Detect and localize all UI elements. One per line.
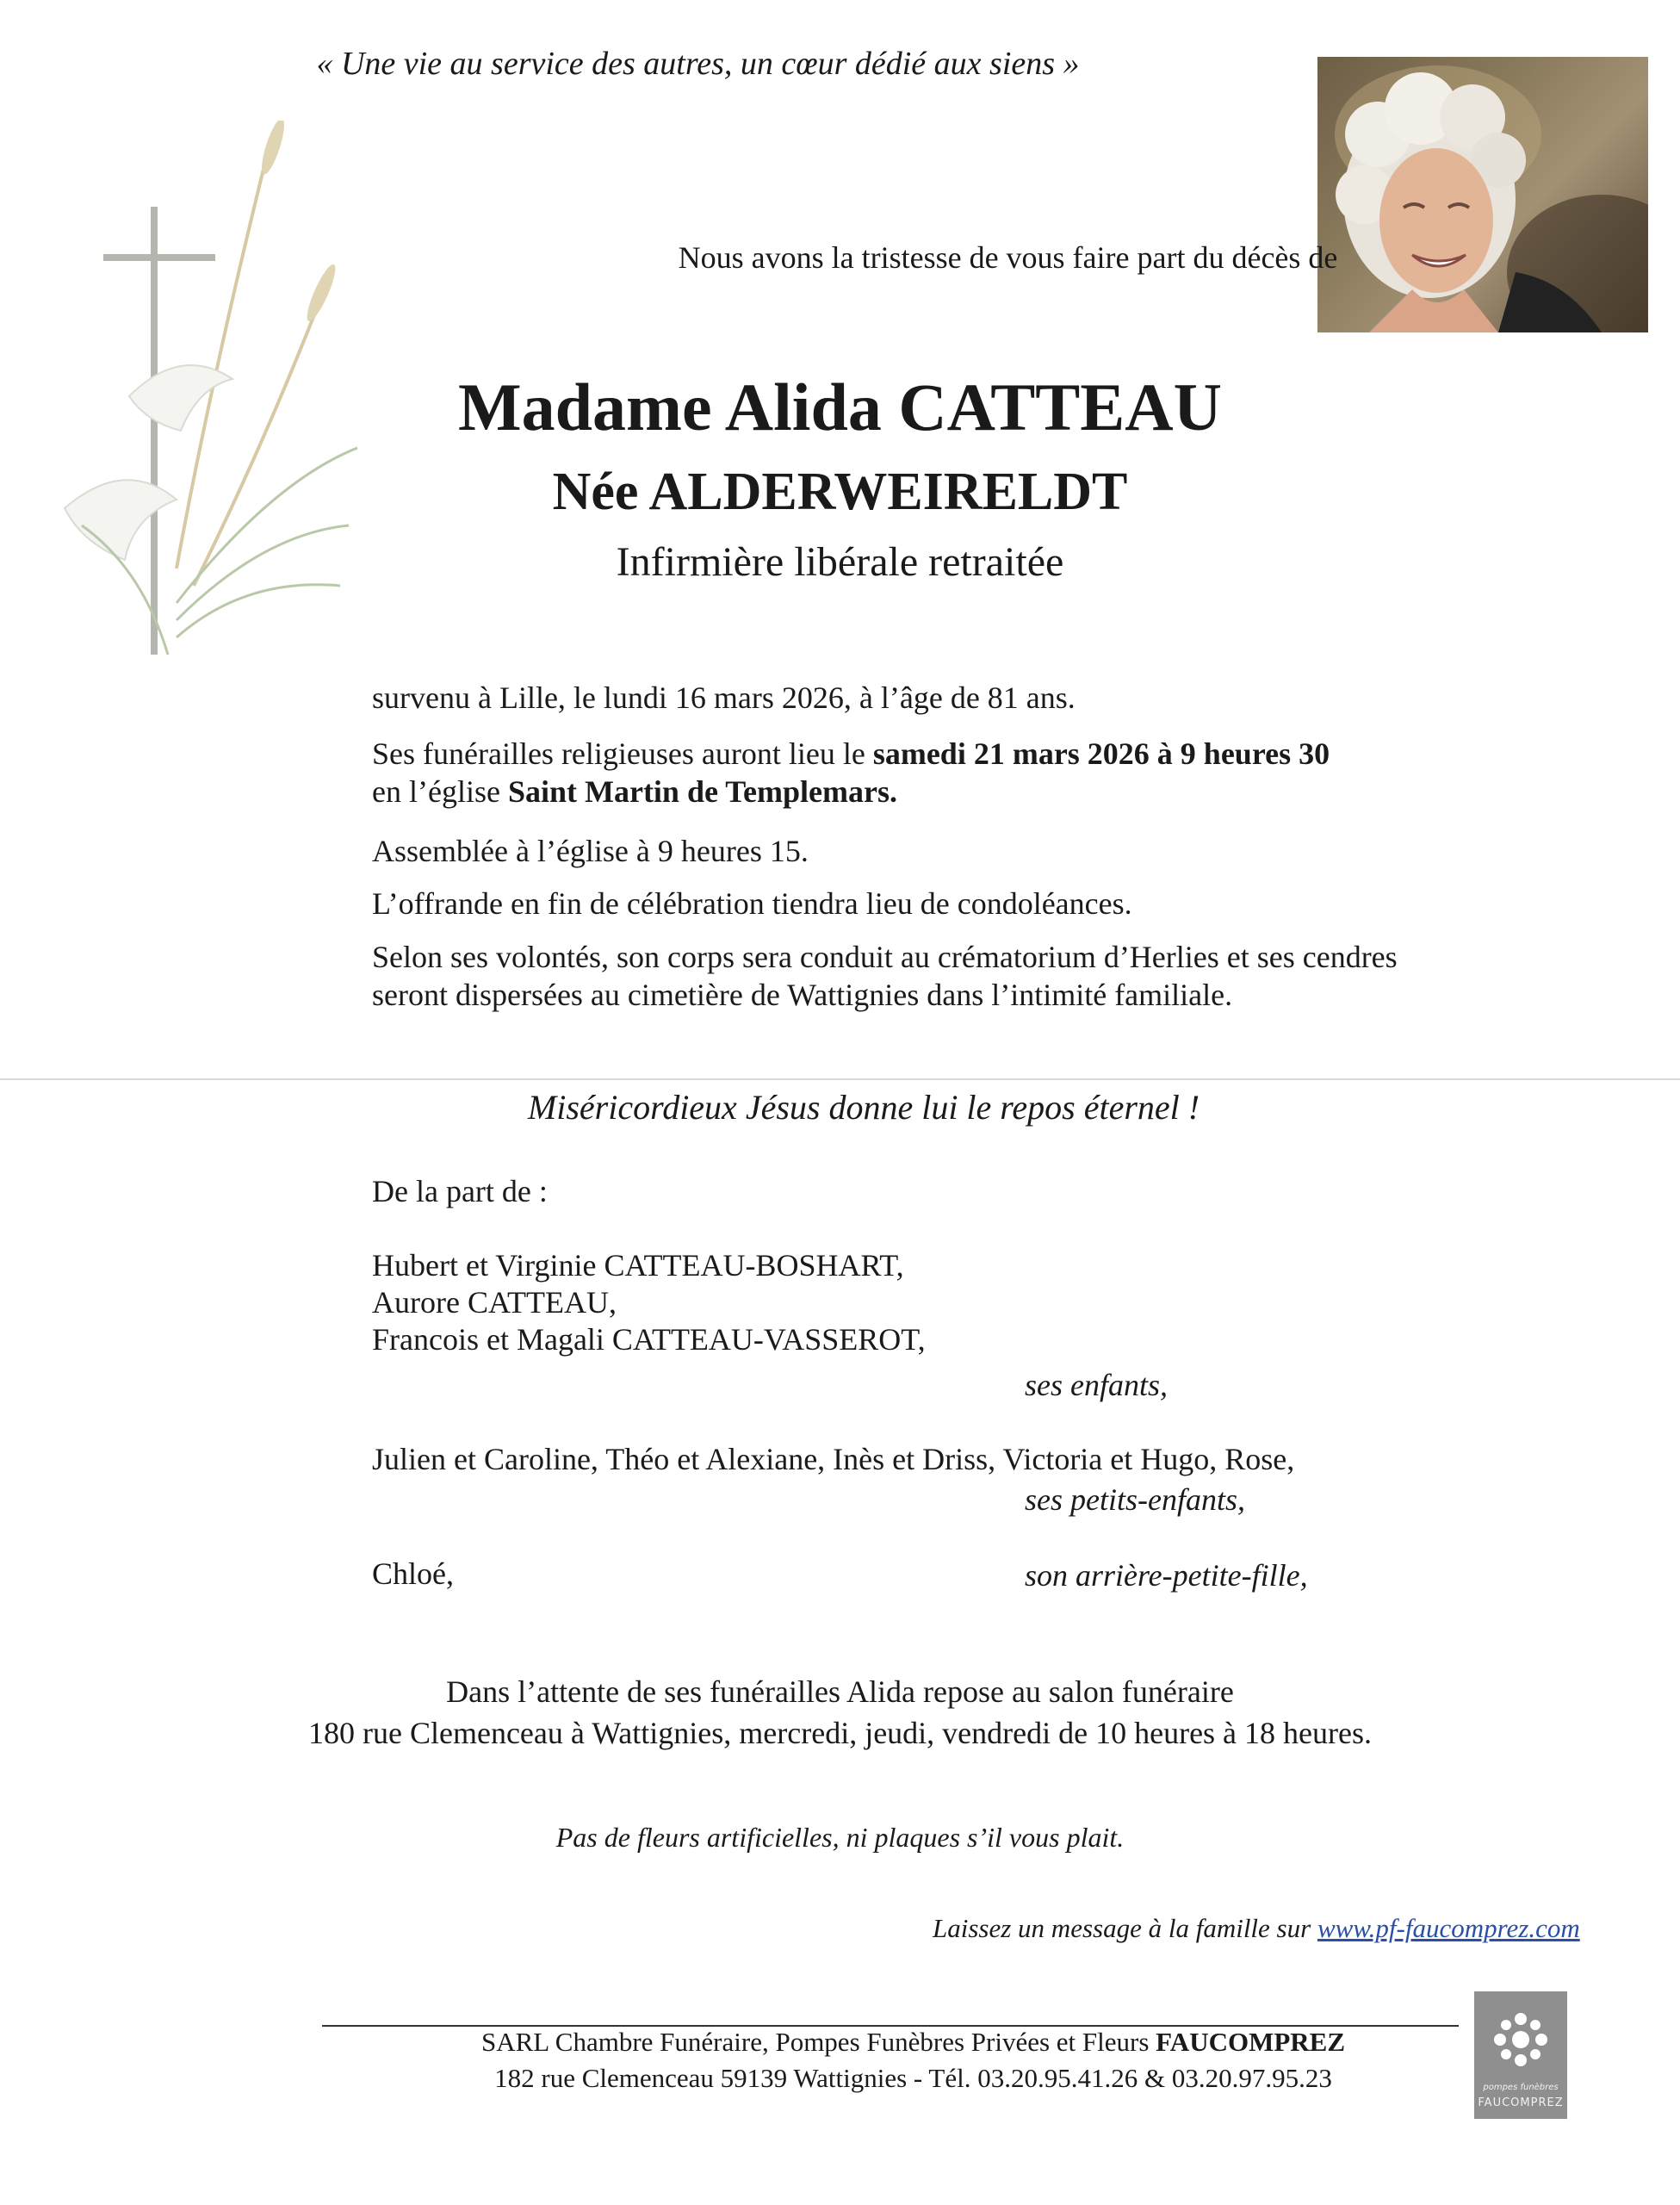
grandchildren-role: ses petits-enfants, — [1025, 1482, 1245, 1517]
portrait-photo — [1317, 57, 1648, 332]
offering-details: L’offrande en fin de célébration tiendra lieu de condoléances. — [372, 886, 1132, 921]
company-address: 182 rue Clemenceau 59139 Wattignies - Tél. 03.20.95.41.26 & 03.20.97.95.23 — [494, 2063, 1332, 2093]
church-name: Saint Martin de Templemars. — [507, 774, 897, 809]
wheat-ears — [257, 121, 340, 324]
church-prefix: en l’église — [372, 774, 508, 809]
great-grandchild: Chloé, — [372, 1556, 454, 1591]
wake-line-1: Dans l’attente de ses funérailles Alida repose au salon funéraire — [446, 1674, 1234, 1709]
funeral-date: samedi 21 mars 2026 à 9 heures 30 — [872, 736, 1330, 771]
death-details: survenu à Lille, le lundi 16 mars 2026, à l’âge de 81 ans. — [372, 680, 1076, 715]
logo-tagline: pompes funèbres — [1483, 2083, 1559, 2092]
announcement-intro: Nous avons la tristesse de vous faire part du décès de — [678, 240, 1338, 275]
company-name: FAUCOMPREZ — [1156, 2027, 1346, 2057]
grandchildren-list: Julien et Caroline, Théo et Alexiane, Inès et Driss, Victoria et Hugo, Rose, — [372, 1442, 1295, 1476]
deceased-name: Madame Alida CATTEAU — [458, 370, 1222, 444]
funeral-home-footer — [0, 2024, 1680, 2096]
great-grandchild-role: son arrière-petite-fille, — [1025, 1558, 1308, 1593]
faucomprez-logo — [1474, 1991, 1567, 2119]
child-entry: Francois et Magali CATTEAU-VASSEROT, — [372, 1322, 926, 1357]
cremation-details — [372, 938, 1517, 1014]
fold-divider — [0, 1078, 1680, 1080]
funeral-details — [372, 735, 1517, 811]
company-prefix: SARL Chambre Funéraire, Pompes Funèbres Privées et Fleurs — [480, 2027, 1156, 2057]
wake-line-2: 180 rue Clemenceau à Wattignies, mercredi, jeudi, vendredi de 10 heures à 18 heures. — [308, 1716, 1372, 1750]
epitaph-quote: « Une vie au service des autres, un cœur dédié aux siens » — [316, 46, 1080, 82]
wake-info — [0, 1671, 1680, 1754]
cremation-line-2: seront dispersées au cimetière de Wattignies dans l’intimité familiale. — [372, 978, 1233, 1012]
child-entry: Hubert et Virginie CATTEAU-BOSHART, — [372, 1248, 904, 1283]
flower-emblem-icon — [1474, 1995, 1567, 2081]
assembly-details: Assemblée à l’église à 9 heures 15. — [372, 834, 809, 868]
funeral-prefix: Ses funérailles religieuses auront lieu le — [372, 736, 873, 771]
family-intro: De la part de : — [372, 1174, 548, 1208]
no-flowers-notice: Pas de fleurs artificielles, ni plaques s’il vous plait. — [555, 1822, 1125, 1853]
logo-brand: FAUCOMPREZ — [1478, 2096, 1564, 2109]
cremation-line-1: Selon ses volontés, son corps sera conduit au crématorium d’Herlies et ses cendres — [372, 940, 1398, 974]
children-role: ses enfants, — [1025, 1368, 1168, 1402]
children-list — [372, 1247, 926, 1358]
company-line — [146, 2024, 1680, 2060]
website-link[interactable]: www.pf-faucomprez.com — [1317, 1913, 1580, 1943]
portrait-illustration — [1317, 57, 1648, 332]
condolence-message-line — [933, 1913, 1580, 1944]
birth-name: Née ALDERWEIRELDT — [552, 463, 1128, 521]
condolence-prefix: Laissez un message à la famille sur — [933, 1913, 1317, 1943]
child-entry: Aurore CATTEAU, — [372, 1285, 617, 1320]
prayer: Miséricordieux Jésus donne lui le repos éternel ! — [527, 1088, 1200, 1127]
profession: Infirmière libérale retraitée — [616, 539, 1064, 585]
